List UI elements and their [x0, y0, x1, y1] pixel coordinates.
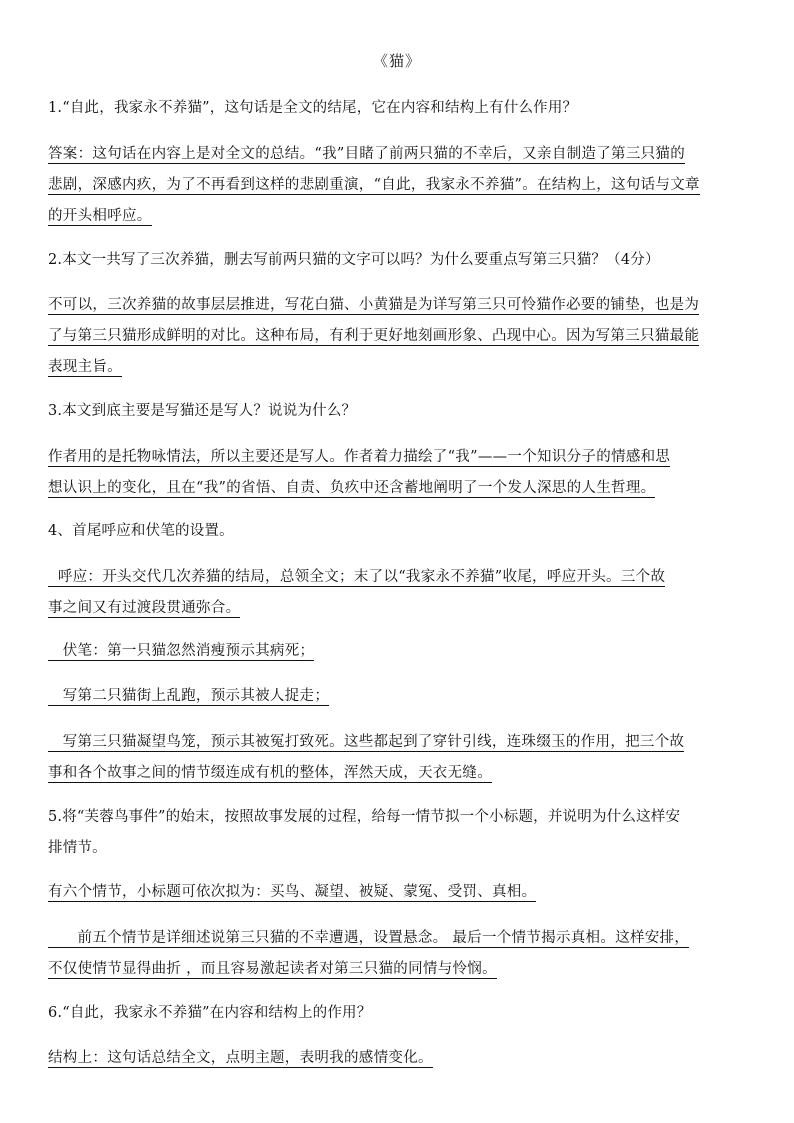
answer-2-text: 了与第三只猫形成鲜明的对比。这种布局，有利于更好地刻画形象、凸现中心。因为写第三只猫最能 [48, 328, 700, 344]
answer-5-text: 不仅使情节显得曲折 ，而且容易激起读者对第三只猫的同情与怜悯。 [48, 961, 497, 977]
answer-3-text: 想认识上的变化，且在“我”的省悟、自责、负疚中还含蓄地阐明了一个发人深思的人生哲理。 [48, 480, 656, 496]
answer-5-line-2 [48, 928, 760, 948]
answer-4-line-4 [48, 686, 760, 706]
question-5-line-2: 排情节。 [48, 840, 107, 856]
answer-1-line-2 [48, 175, 760, 195]
question-3: 3.本文到底主要是写猫还是写人？说说为什么？ [48, 403, 357, 419]
answer-5-line-1 [48, 882, 760, 902]
answer-1-text: 的开头相呼应。 [48, 208, 152, 224]
question-1: 1.“自此，我家永不养猫”，这句话是全文的结尾，它在内容和结构上有什么作用？ [48, 100, 578, 116]
answer-6-line-1 [48, 1048, 760, 1068]
question-6: 6.“自此，我家永不养猫”在内容和结构上的作用？ [48, 1005, 372, 1021]
question-2: 2.本文一共写了三次养猫，删去写前两只猫的文字可以吗？为什么要重点写第三只猫？（4分） [48, 252, 660, 268]
answer-4-line-1 [48, 567, 760, 587]
answer-4-text: 事和各个故事之间的情节缀连成有机的整体，浑然天成，天衣无缝。 [48, 765, 492, 781]
question-5-line-1: 5.将“芙蓉鸟事件”的始末，按照故事发展的过程，给每一情节拟一个小标题，并说明为什么这样安 [48, 809, 681, 825]
answer-5-text: 前五个情节是详细述说第三只猫的不幸遭遇，设置悬念。 最后一个情节揭示真相。这样安排， [48, 930, 690, 946]
answer-2-line-2 [48, 326, 760, 346]
answer-4-text: 写第三只猫凝望鸟笼，预示其被冤打致死。这些都起到了穿针引线，连珠缀玉的作用，把三个故 [48, 734, 685, 750]
answer-4-text: 呼应：开头交代几次养猫的结局，总领全文；末了以“我家永不养猫”收尾，呼应开头。三个故 [48, 569, 666, 585]
answer-3-line-2 [48, 478, 760, 498]
answer-3-text: 作者用的是托物咏情法，所以主要还是写人。作者着力描绘了“我”——一个知识分子的情感和思 [48, 449, 671, 465]
answer-4-line-2 [48, 598, 760, 618]
answer-1-text: 答案：这句话在内容上是对全文的总结。“我”目睹了前两只猫的不幸后，又亲自制造了第三只猫的 [48, 146, 686, 162]
answer-1-line-1 [48, 144, 760, 164]
question-4: 4、首尾呼应和伏笔的设置。 [48, 523, 234, 539]
answer-4-text: 写第二只猫街上乱跑，预示其被人捉走； [48, 688, 330, 704]
answer-3-line-1 [48, 447, 760, 467]
answer-5-text: 有六个情节，小标题可依次拟为：买鸟、凝望、被疑、蒙冤、受罚、真相。 [48, 884, 537, 900]
answer-6-text: 结构上：这句话总结全文，点明主题，表明我的感情变化。 [48, 1050, 433, 1066]
answer-4-line-3 [48, 641, 760, 661]
answer-5-line-3 [48, 959, 760, 979]
answer-4-text: 事之间又有过渡段贯通弥合。 [48, 600, 241, 616]
answer-1-line-3 [48, 206, 760, 226]
answer-4-text: 伏笔：第一只猫忽然消瘦预示其病死； [48, 643, 315, 659]
answer-1-text: 悲剧，深感内疚，为了不再看到这样的悲剧重演，“自此，我家永不养猫”。在结构上，这句话与文章 [48, 177, 700, 193]
answer-2-text: 表现主旨。 [48, 359, 122, 375]
answer-2-line-3 [48, 357, 760, 377]
answer-4-line-5 [48, 732, 760, 752]
answer-2-text: 不可以，三次养猫的故事层层推进，写花白猫、小黄猫是为详写第三只可怜猫作必要的铺垫，也是为 [48, 297, 700, 313]
document-title: 《猫》 [372, 52, 421, 70]
answer-4-line-6 [48, 763, 760, 783]
answer-2-line-1 [48, 295, 760, 315]
